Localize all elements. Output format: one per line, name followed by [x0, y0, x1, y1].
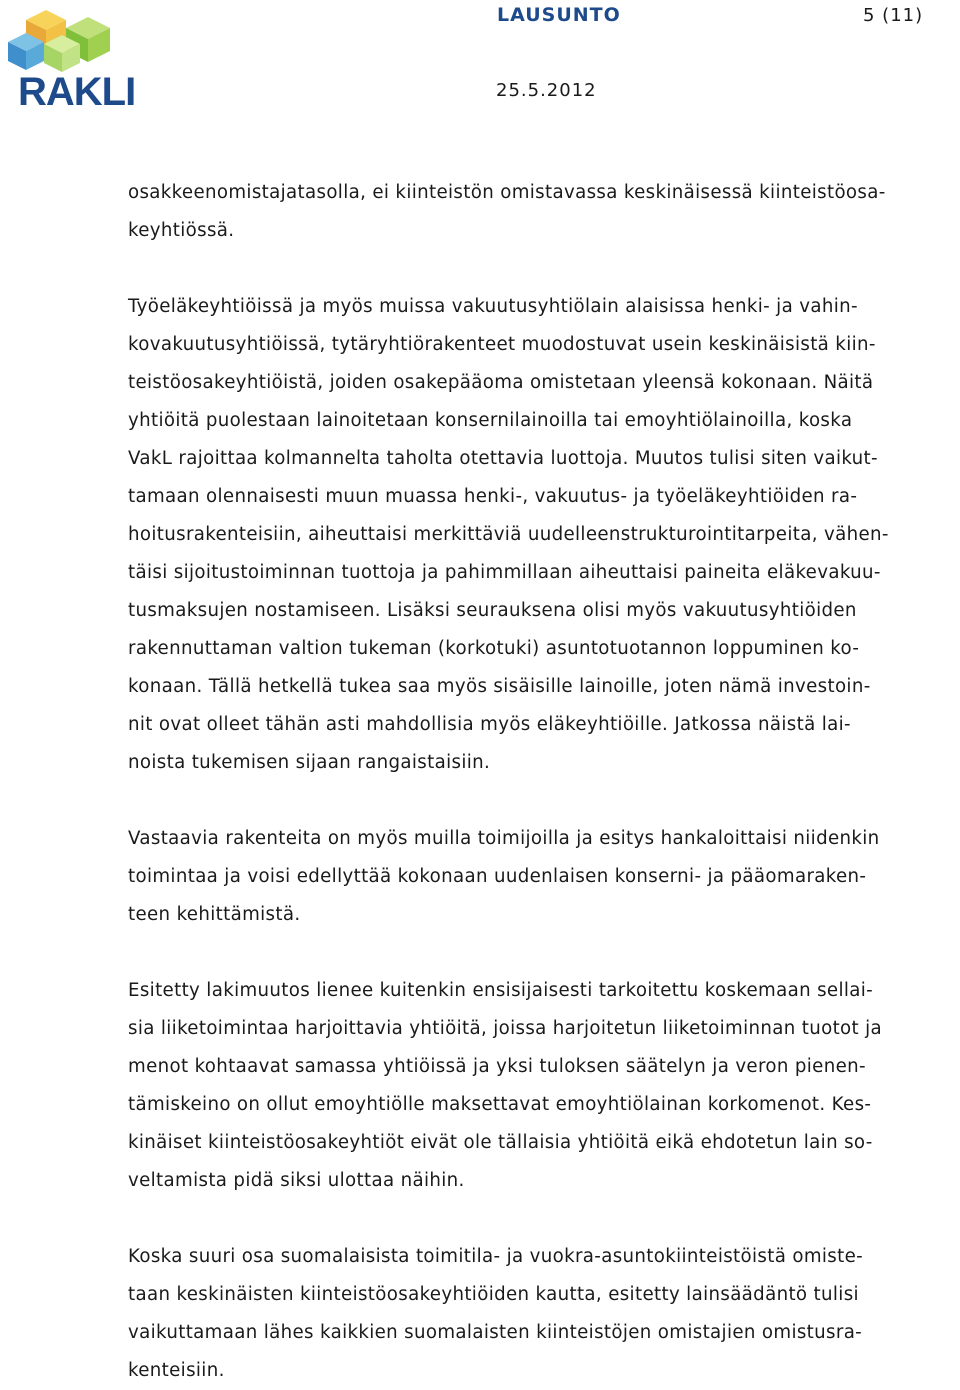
text-line: nit ovat olleet tähän asti mahdollisia myös eläkeyhtiöille. Jatkossa näistä lai- [128, 714, 851, 735]
text-line: sia liiketoimintaa harjoittavia yhtiöitä, joissa harjoitetun liiketoiminnan tuotot ja [128, 1018, 883, 1039]
rakli-logo [4, 4, 136, 114]
text-line: kinäiset kiinteistöosakeyhtiöt eivät ole tällaisia yhtiöitä eikä ehdotetun lain so- [128, 1132, 873, 1153]
text-line: konaan. Tällä hetkellä tukea saa myös sisäisille lainoille, joten nämä investoin- [128, 676, 871, 697]
paragraph [128, 972, 960, 1200]
text-line: tamaan olennaisesti muun muassa henki-, vakuutus- ja työeläkeyhtiöiden ra- [128, 486, 858, 507]
page-number: 5 (11) [863, 5, 924, 26]
text-line: Esitetty lakimuutos lienee kuitenkin ensisijaisesti tarkoitettu koskemaan sellai- [128, 980, 874, 1001]
text-line: yhtiöitä puolestaan lainoitetaan konsernilainoilla tai emoyhtiölainoilla, koska [128, 410, 853, 431]
text-line: VakL rajoittaa kolmannelta taholta otettavia luottoja. Muutos tulisi siten vaikut- [128, 448, 878, 469]
text-line: tämiskeino on ollut emoyhtiölle maksettavat emoyhtiölainan korkomenot. Kes- [128, 1094, 872, 1115]
text-line: vaikuttamaan lähes kaikkien suomalaisten kiinteistöjen omistajien omistusra- [128, 1322, 863, 1343]
text-line: keyhtiössä. [128, 220, 235, 241]
document-date: 25.5.2012 [496, 80, 597, 101]
paragraph [128, 288, 960, 782]
text-line: rakennuttaman valtion tukeman (korkotuki) asuntotuotannon loppuminen ko- [128, 638, 860, 659]
text-line: tusmaksujen nostamiseen. Lisäksi seurauksena olisi myös vakuutusyhtiöiden [128, 600, 857, 621]
text-line: teistöosakeyhtiöistä, joiden osakepääoma omistetaan yleensä kokonaan. Näitä [128, 372, 874, 393]
text-line: täisi sijoitustoiminnan tuottoja ja pahimmillaan aiheuttaisi paineita eläkevakuu- [128, 562, 881, 583]
document-type: LAUSUNTO [497, 4, 621, 26]
document-body [128, 174, 960, 1390]
logo-text: RAKLI [18, 70, 136, 114]
text-line: toimintaa ja voisi edellyttää kokonaan uudenlaisen konserni- ja pääomaraken- [128, 866, 867, 887]
text-line: Vastaavia rakenteita on myös muilla toimijoilla ja esitys hankaloittaisi niidenkin [128, 828, 880, 849]
text-line: hoitusrakenteisiin, aiheuttaisi merkittäviä uudelleenstrukturointitarpeita, vähen- [128, 524, 889, 545]
paragraph [128, 820, 960, 934]
text-line: kenteisiin. [128, 1360, 225, 1381]
text-line: menot kohtaavat samassa yhtiöissä ja yksi tuloksen säätelyn ja veron pienen- [128, 1056, 866, 1077]
cubes-logo-icon [4, 4, 128, 76]
paragraph [128, 174, 960, 250]
text-line: Työeläkeyhtiöissä ja myös muissa vakuutusyhtiölain alaisissa henki- ja vahin- [128, 296, 858, 317]
text-line: veltamista pidä siksi ulottaa näihin. [128, 1170, 465, 1191]
paragraph [128, 1238, 960, 1390]
text-line: Koska suuri osa suomalaisista toimitila- ja vuokra-asuntokiinteistöistä omiste- [128, 1246, 864, 1267]
text-line: osakkeenomistajatasolla, ei kiinteistön omistavassa keskinäisessä kiinteistöosa- [128, 182, 886, 203]
text-line: teen kehittämistä. [128, 904, 301, 925]
text-line: taan keskinäisten kiinteistöosakeyhtiöiden kautta, esitetty lainsäädäntö tulisi [128, 1284, 859, 1305]
text-line: noista tukemisen sijaan rangaistaisiin. [128, 752, 491, 773]
text-line: kovakuutusyhtiöissä, tytäryhtiörakenteet muodostuvat usein keskinäisistä kiin- [128, 334, 876, 355]
